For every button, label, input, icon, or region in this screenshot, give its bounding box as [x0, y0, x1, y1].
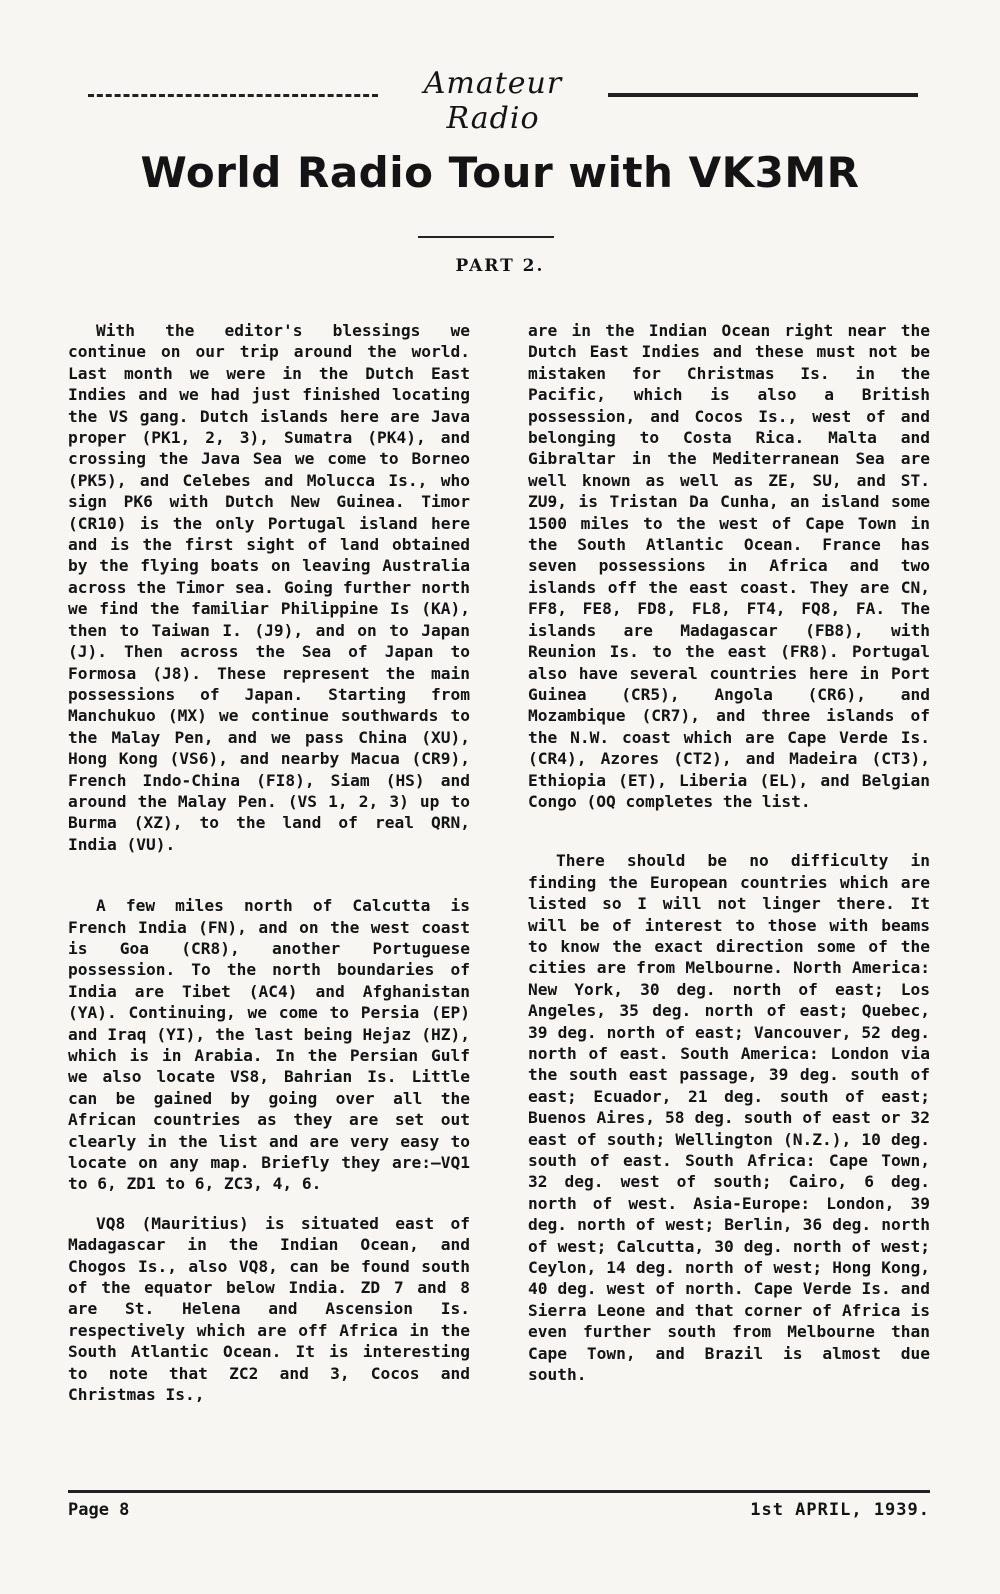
masthead-solid-rule [608, 93, 918, 97]
right-column [528, 320, 930, 1386]
masthead [88, 60, 918, 136]
page-number: Page 8 [68, 1500, 130, 1520]
issue-date: 1st APRIL, 1939. [750, 1500, 930, 1520]
masthead-brand: Amateur Radio [423, 66, 563, 136]
footer-rule [68, 1490, 930, 1493]
article-part-label: PART 2. [455, 256, 545, 276]
article-title: World Radio Tour with VK3MR [140, 148, 860, 197]
paragraph: A few miles north of Calcutta is French India (FN), and on the west coast is Goa (CR8), another Portuguese possession. To the north boundaries of India are Tibet (AC4) and Afghanistan (YA). Continuing, we come to Persia (EP) and Iraq (YI), the last being Hejaz (HZ), which is in Arabia. In the Persian Gulf we also locate VS8, Bahrian Is. Little can be gained by going over all the African countries as they are set out clearly in the list and are very easy to locate on any map. Briefly they are:—VQ1 to 6, ZD1 to 6, ZC3, 4, 6. [68, 896, 470, 1194]
paragraph: VQ8 (Mauritius) is situated east of Madagascar in the Indian Ocean, and Chogos Is., also VQ8, can be found south of the equator below India. ZD 7 and 8 are St. Helena and Ascension Is. respectively which are off Africa in the South Atlantic Ocean. It is interesting to note that ZC2 and 3, Cocos and Christmas Is., [68, 1213, 470, 1405]
paragraph: are in the Indian Ocean right near the Dutch East Indies and these must not be mistaken for Christmas Is. in the Pacific, which is also a British possession, and Cocos Is., west of and belonging to Costa Rica. Malta and Gibraltar in the Mediterranean Sea are well known as well as ZE, SU, and ST. ZU9, is Tristan Da Cunha, an island some 1500 miles to the west of Cape Town in the South Atlantic Ocean. France has seven possessions in Africa and two islands off the east coast. They are CN, FF8, FE8, FD8, FL8, FT4, FQ8, FA. The islands are Madagascar (FB8), with Reunion Is. to the east (FR8). Portugal also have several countries here in Port Guinea (CR5), Angola (CR6), and Mozambique (CR7), and three islands of the N.W. coast which are Cape Verde Is. (CR4), Azores (CT2), and Madeira (CT3), Ethiopia (ET), Liberia (EL), and Belgian Congo (OQ completes the list. [528, 321, 930, 811]
masthead-dashed-rule [88, 94, 378, 97]
paragraph: There should be no difficulty in finding the European countries which are listed so I will not linger there. It will be of interest to those with beams to know the exact direction some of the cities are from Melbourne. North America: New York, 30 deg. north of east; Los Angeles, 35 deg. north of east; Quebec, 39 deg. north of east; Vancouver, 52 deg. north of east. South America: London via the south east passage, 39 deg. south of east; Ecuador, 21 deg. south of east; Buenos Aires, 58 deg. south of east or 32 east of south; Wellington (N.Z.), 10 deg. south of east. South Africa: Cape Town, 32 deg. west of south; Cairo, 6 deg. north of west. Asia-Europe: London, 39 deg. north of west; Berlin, 36 deg. north of west; Calcutta, 30 deg. north of west; Ceylon, 14 deg. north of west; Hong Kong, 40 deg. west of north. Cape Verde Is. and Sierra Leone and that corner of Africa is even further south from Melbourne than Cape Town, and Brazil is almost due south. [528, 851, 930, 1385]
left-column [68, 320, 470, 1406]
title-divider [418, 236, 554, 238]
paragraph: With the editor's blessings we continue on our trip around the world. Last month we were in the Dutch East Indies and we had just finished locating the VS gang. Dutch islands here are Java proper (PK1, 2, 3), Sumatra (PK4), and crossing the Java Sea we come to Borneo (PK5), and Celebes and Molucca Is., who sign PK6 with Dutch New Guinea. Timor (CR10) is the only Portugal island here and is the first sight of land obtained by the flying boats on leaving Australia across the Timor sea. Going further north we find the familiar Philippine Is (KA), then to Taiwan I. (J9), and on to Japan (J). Then across the Sea of Japan to Formosa (J8). These represent the main possessions of Japan. Starting from Manchukuo (MX) we continue southwards to the Malay Pen, and we pass China (XU), Hong Kong (VS6), and nearby Macua (CR9), French Indo-China (FI8), Siam (HS) and around the Malay Pen. (VS 1, 2, 3) up to Burma (XZ), to the land of real QRN, India (VU). [68, 321, 470, 854]
